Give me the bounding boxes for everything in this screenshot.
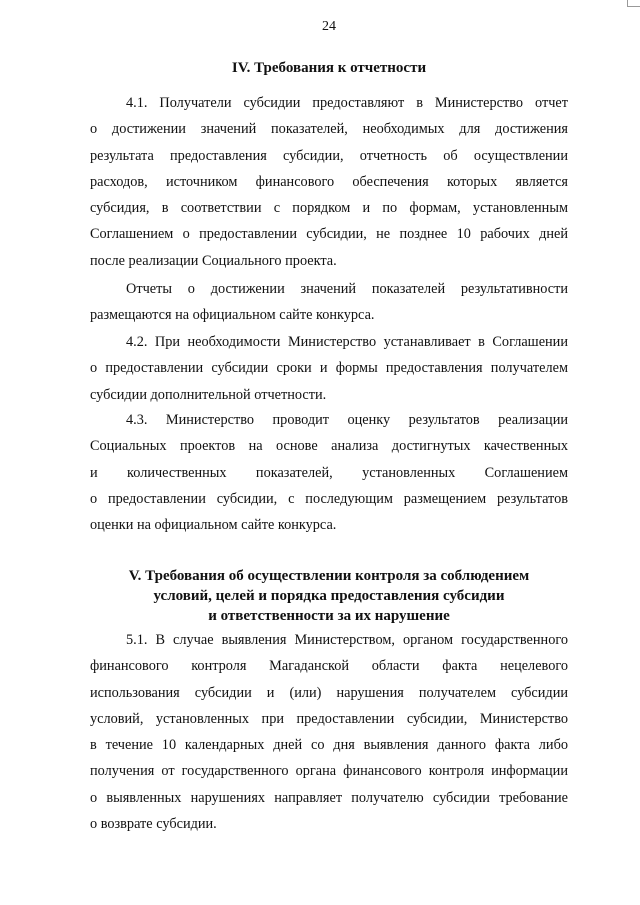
page-number: 24 bbox=[322, 19, 336, 34]
paragraph-line: 4.1. Получатели субсидии предоставляют в Министерство отчет bbox=[126, 95, 568, 111]
paragraph-line: о выявленных нарушениях направляет получателю субсидии требование bbox=[90, 789, 568, 806]
paragraph-line: субсидии дополнительной отчетности. bbox=[90, 386, 327, 403]
paragraph-line: о предоставлении субсидии сроки и формы предоставления получателем bbox=[90, 360, 568, 377]
section-5-title-line: условий, целей и порядка предоставления субсидии bbox=[153, 588, 505, 604]
paragraph-line: 4.3. Министерство проводит оценку результатов реализации bbox=[126, 412, 568, 428]
paragraph-4-1 bbox=[90, 90, 568, 274]
paragraph-line: после реализации Социального проекта. bbox=[90, 252, 337, 269]
paragraph-line: финансового контроля Магаданской области факта нецелевого bbox=[90, 658, 568, 675]
paragraph-line: о возврате субсидии. bbox=[90, 816, 217, 833]
paragraph-line: 4.2. При необходимости Министерство устанавливает в Соглашении bbox=[126, 334, 568, 350]
paragraph-reports bbox=[90, 276, 568, 329]
paragraph-line: получения от государственного органа финансового контроля информации bbox=[90, 763, 568, 780]
section-4-title: IV. Требования к отчетности bbox=[231, 60, 427, 76]
paragraph-line: о предоставлении субсидии, с последующим размещением результатов bbox=[90, 490, 568, 507]
section-5-title bbox=[90, 566, 568, 626]
paragraph-line: расходов, источником финансового обеспечения которых является bbox=[90, 173, 568, 190]
paragraph-4-2 bbox=[90, 329, 568, 408]
page-corner-mark bbox=[627, 0, 640, 7]
paragraph-line: и количественных показателей, установленных Соглашением bbox=[90, 464, 568, 481]
paragraph-line: в течение 10 календарных дней со дня выявления данного факта либо bbox=[90, 737, 568, 754]
paragraph-5-1 bbox=[90, 627, 568, 837]
paragraph-line: условий, установленных при предоставлении субсидии, Министерство bbox=[90, 710, 568, 727]
paragraph-line: использования субсидии и (или) нарушения получателем субсидии bbox=[90, 684, 568, 701]
paragraph-line: Отчеты о достижении значений показателей результативности bbox=[126, 281, 568, 297]
section-5-title-line: V. Требования об осуществлении контроля за соблюдением bbox=[128, 568, 530, 584]
paragraph-line: субсидия, в соответствии с порядком и по формам, установленным bbox=[90, 200, 568, 217]
section-5-title-line: и ответственности за их нарушение bbox=[208, 608, 450, 624]
paragraph-line: Социальных проектов на основе анализа достигнутых качественных bbox=[90, 438, 568, 455]
paragraph-line: 5.1. В случае выявления Министерством, органом государственного bbox=[126, 632, 568, 648]
paragraph-line: размещаются на официальном сайте конкурса. bbox=[90, 307, 375, 324]
paragraph-line: о достижении значений показателей, необходимых для достижения bbox=[90, 121, 568, 138]
paragraph-line: Соглашением о предоставлении субсидии, не позднее 10 рабочих дней bbox=[90, 226, 568, 243]
paragraph-4-3 bbox=[90, 407, 568, 538]
paragraph-line: оценки на официальном сайте конкурса. bbox=[90, 517, 337, 534]
paragraph-line: результата предоставления субсидии, отчетность об осуществлении bbox=[90, 147, 568, 164]
